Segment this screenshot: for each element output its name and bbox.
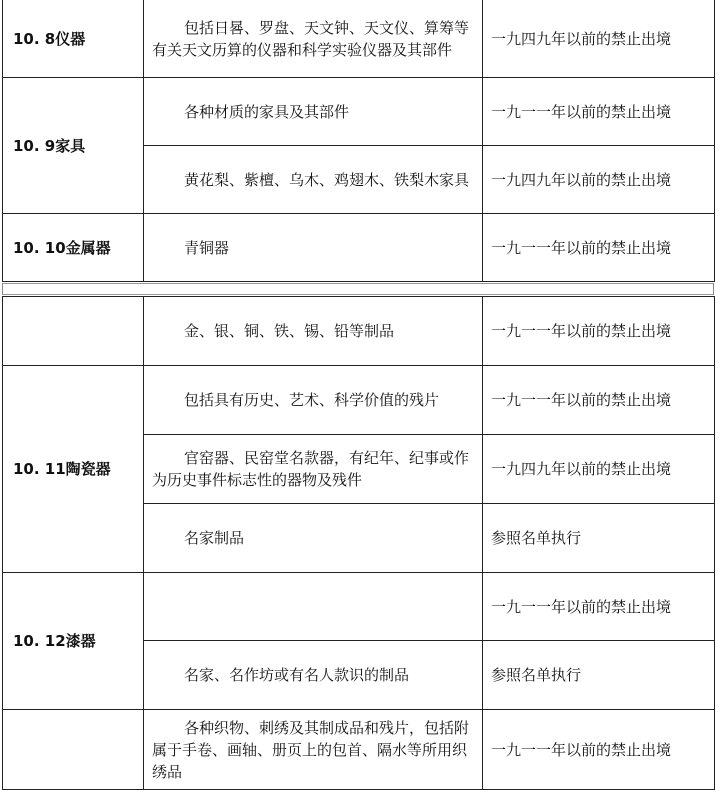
description-cell: 金、银、铜、铁、锡、铅等制品 <box>144 297 483 366</box>
description-cell: 黄花梨、紫檀、乌木、鸡翅木、铁梨木家具 <box>144 146 483 214</box>
description-cell: 包括具有历史、艺术、科学价值的残片 <box>144 366 483 435</box>
restriction-cell: 一九一一年以前的禁止出境 <box>483 78 715 146</box>
category-cell: 10. 11陶瓷器 <box>3 366 144 573</box>
description-cell: 包括日晷、罗盘、天文钟、天文仪、算筹等有关天文历算的仪器和科学实验仪器及其部件 <box>144 0 483 78</box>
page-break-divider <box>2 283 714 295</box>
category-cell: 10. 9家具 <box>3 78 144 214</box>
category-cell: 10. 10金属器 <box>3 214 144 282</box>
category-cell: 10. 12漆器 <box>3 573 144 710</box>
table-row <box>3 78 715 146</box>
category-cell <box>3 297 144 366</box>
restriction-cell: 一九一一年以前的禁止出境 <box>483 710 715 790</box>
table-row <box>3 297 715 366</box>
restriction-cell: 一九一一年以前的禁止出境 <box>483 366 715 435</box>
table-row <box>3 214 715 282</box>
restriction-cell: 一九四九年以前的禁止出境 <box>483 435 715 504</box>
table-row <box>3 710 715 790</box>
restriction-cell: 参照名单执行 <box>483 504 715 573</box>
restriction-cell: 一九四九年以前的禁止出境 <box>483 146 715 214</box>
table-row <box>3 0 715 78</box>
description-cell: 名家、名作坊或有名人款识的制品 <box>144 641 483 710</box>
description-cell <box>144 573 483 641</box>
restriction-cell: 一九一一年以前的禁止出境 <box>483 573 715 641</box>
description-cell: 各种材质的家具及其部件 <box>144 78 483 146</box>
restriction-cell: 参照名单执行 <box>483 641 715 710</box>
restriction-cell: 一九四九年以前的禁止出境 <box>483 0 715 78</box>
table-row <box>3 366 715 435</box>
restriction-cell: 一九一一年以前的禁止出境 <box>483 214 715 282</box>
category-cell <box>3 710 144 790</box>
heritage-table-part-2 <box>2 296 715 790</box>
description-cell: 名家制品 <box>144 504 483 573</box>
restriction-cell: 一九一一年以前的禁止出境 <box>483 297 715 366</box>
description-cell: 各种织物、刺绣及其制成品和残片，包括附属于手卷、画轴、册页上的包首、隔水等所用织绣品 <box>144 710 483 790</box>
description-cell: 青铜器 <box>144 214 483 282</box>
heritage-table-part-1 <box>2 0 715 282</box>
category-cell: 10. 8仪器 <box>3 0 144 78</box>
table-row <box>3 573 715 641</box>
description-cell: 官窑器、民窑堂名款器，有纪年、纪事或作为历史事件标志性的器物及残件 <box>144 435 483 504</box>
